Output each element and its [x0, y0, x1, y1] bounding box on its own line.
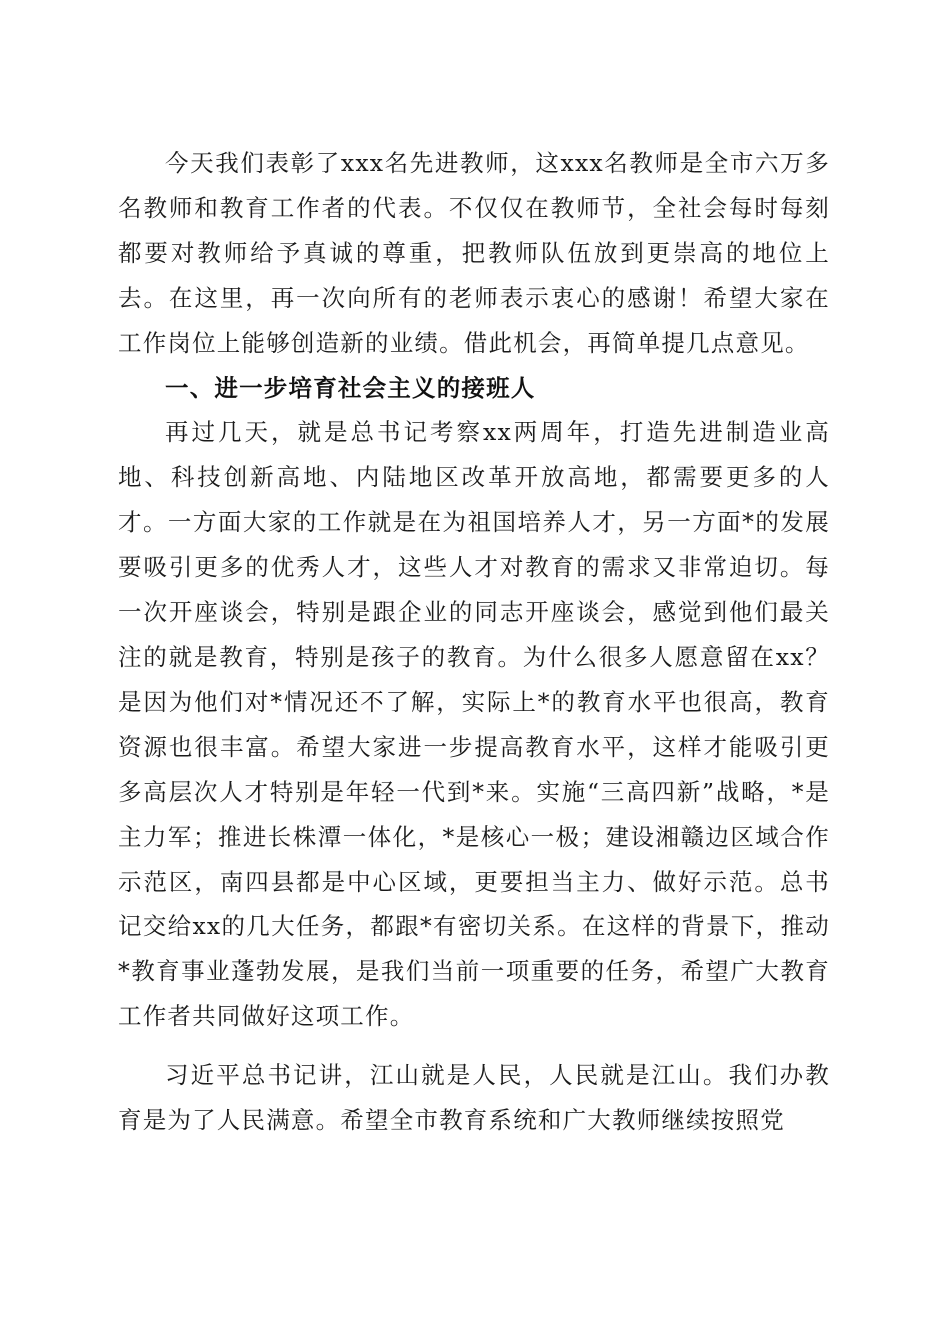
- section-paragraph-2: 习近平总书记讲，江山就是人民，人民就是江山。我们办教育是为了人民满意。希望全市教育系统和广大教师继续按照党: [118, 1061, 830, 1135]
- section-heading: 一、进一步培育社会主义的接班人: [165, 373, 536, 402]
- paragraph-spacer: [118, 1039, 830, 1053]
- section-paragraph-1: 再过几天，就是总书记考察xx两周年，打造先进制造业高地、科技创新高地、内陆地区改革开放高地，都需要更多的人才。一方面大家的工作就是在为祖国培养人才，另一方面*的发展要吸引更多的优秀人才，这些人才对教育的需求又非常迫切。每一次开座谈会，特别是跟企业的同志开座谈会，感觉到他们最关注的就是教育，特别是孩子的教育。为什么很多人愿意留在xx？是因为他们对*情况还不了解，实际上*的教育水平也很高，教育资源也很丰富。希望大家进一步提高教育水平，这样才能吸引更多高层次人才特别是年轻一代到*来。实施“三高四新”战略，*是主力军；推进长株潭一体化，*是核心一极；建设湘赣边区域合作示范区，南四县都是中心区域，更要担当主力、做好示范。总书记交给xx的几大任务，都跟*有密切关系。在这样的背景下，推动*教育事业蓬勃发展，是我们当前一项重要的任务，希望广大教育工作者共同做好这项工作。: [118, 418, 830, 1031]
- document-body: [118, 141, 830, 1143]
- intro-paragraph: 今天我们表彰了xxx名先进教师，这xxx名教师是全市六万多名教师和教育工作者的代表。不仅仅在教师节，全社会每时每刻都要对教师给予真诚的尊重，把教师队伍放到更崇高的地位上去。在这里，再一次向所有的老师表示衷心的感谢！希望大家在工作岗位上能够创造新的业绩。借此机会，再简单提几点意见。: [118, 149, 830, 357]
